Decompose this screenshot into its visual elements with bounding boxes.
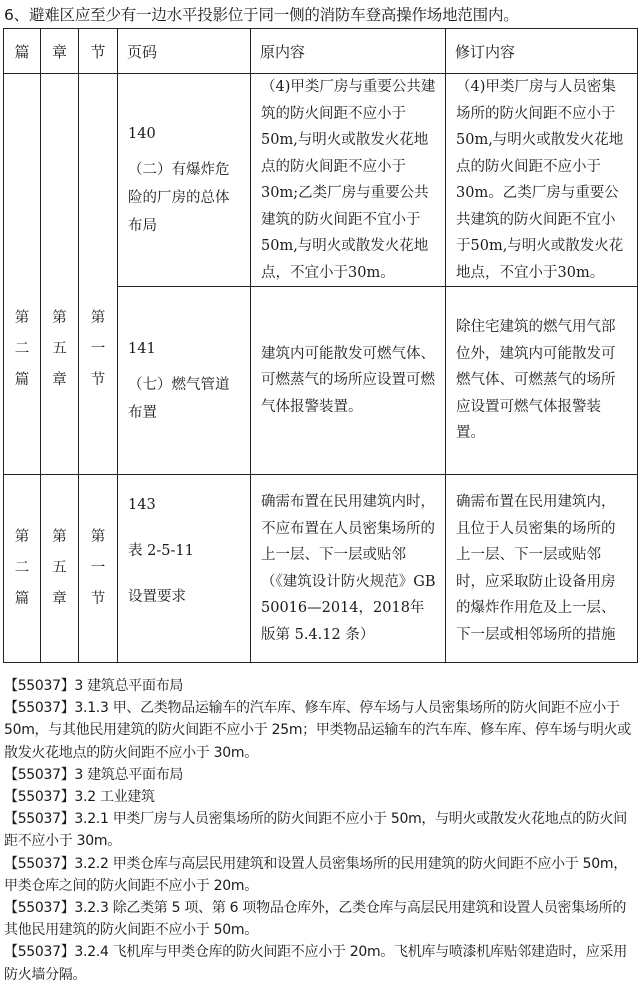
- cell-pian: 第 二 篇: [4, 475, 41, 663]
- cell-revised: 除住宅建筑的燃气用气部位外，建筑内可能散发可燃气体、可燃蒸气的场所应设置可燃气体报警装置。: [446, 287, 638, 475]
- header-page: 页码: [118, 29, 251, 74]
- table-row: [4, 475, 638, 663]
- table-row: [4, 74, 638, 287]
- page-title: 设置要求: [128, 589, 186, 605]
- cell-original: 确需布置在民用建筑内时，不应布置在人员密集场所的上一层、下一层或贴邻（《建筑设计防火规范》GB 50016—2014，2018年版第 5.4.12 条）: [251, 475, 446, 663]
- cell-jie: 第 一 节: [79, 475, 118, 663]
- header-pian: 篇: [4, 29, 41, 74]
- cell-original: （4)甲类厂房与重要公共建筑的防火间距不应小于50m,与明火或散发火花地点的防火间距不应小于30m;乙类厂房与重要公共建筑的防火间距不宜小于50m,与明火或散发火花地点，不宜小于30m。: [251, 74, 446, 287]
- table-header-row: [4, 29, 638, 74]
- cell-original: 建筑内可能散发可燃气体、可燃蒸气的场所应设置可燃气体报警装置。: [251, 287, 446, 475]
- page-title: （二）有爆炸危险的厂房的总体布局: [128, 162, 230, 234]
- header-zhang: 章: [41, 29, 79, 74]
- section-heading: 6、避难区应至少有一边水平投影位于同一侧的消防车登高操作场地范围内。: [4, 6, 519, 24]
- header-jie: 节: [79, 29, 118, 74]
- note-item: 【55037】3 建筑总平面布局: [4, 766, 184, 783]
- note-item: 【55037】3.2.2 甲类仓库与高层民用建筑和设置人员密集场所的民用建筑的防火间距不应小于 50m，甲类仓库之间的防火间距不应小于 20m。: [4, 855, 627, 894]
- cell-pian: 第 二 篇: [4, 74, 41, 475]
- cell-revised: 确需布置在民用建筑内，且位于人员密集的场所的上一层、下一层或贴邻时，应采取防止设备用房的爆炸作用危及上一层、下一层或相邻场所的措施: [446, 475, 638, 663]
- cell-zhang: 第 五 章: [41, 74, 79, 475]
- header-original: 原内容: [251, 29, 446, 74]
- note-item: 【55037】3.2.4 飞机库与甲类仓库的防火间距不应小于 20m。飞机库与喷漆机库贴邻建造时，应采用防火墙分隔。: [4, 944, 627, 983]
- cell-page: [118, 74, 251, 287]
- revision-table: [3, 28, 638, 663]
- cell-jie: 第 一 节: [79, 74, 118, 475]
- cell-page: [118, 287, 251, 475]
- note-item: 【55037】3.2.1 甲类厂房与人员密集场所的防火间距不应小于 50m，与明火或散发火花地点的防火间距不应小于 30m。: [4, 811, 627, 850]
- page-table-ref: 表 2-5-11: [128, 543, 194, 559]
- cell-zhang: 第 五 章: [41, 475, 79, 663]
- note-item: 【55037】3.1.3 甲、乙类物品运输车的汽车库、修车库、停车场与人员密集场所的防火间距不应小于 50m，与其他民用建筑的防火间距不应小于 25m；甲类物品运输车的汽车库、修车库、停车场与明火或散发火花地点的防火间距不应小于 30m。: [4, 700, 631, 761]
- page-number: 141: [128, 340, 156, 357]
- page-number: 143: [128, 497, 156, 513]
- standard-notes: [4, 675, 636, 986]
- note-item: 【55037】3 建筑总平面布局: [4, 678, 184, 694]
- header-revised: 修订内容: [446, 29, 638, 74]
- note-item: 【55037】3.2.3 除乙类第 5 项、第 6 项物品仓库外，乙类仓库与高层民用建筑和设置人员密集场所的其他民用建筑的防火间距不应小于 50m。: [4, 900, 627, 939]
- page-number: 140: [128, 126, 156, 142]
- cell-revised: （4)甲类厂房与人员密集场所的防火间距不应小于50m,与明火或散发火花地点的防火间距不应小于30m。乙类厂房与重要公共建筑的防火间距不宜小于50m,与明火或散发火花地点，不宜小于30m。: [446, 74, 638, 287]
- cell-page: [118, 475, 251, 663]
- note-item: 【55037】3.2 工业建筑: [4, 789, 155, 806]
- page-title: （七）燃气管道布置: [128, 376, 230, 421]
